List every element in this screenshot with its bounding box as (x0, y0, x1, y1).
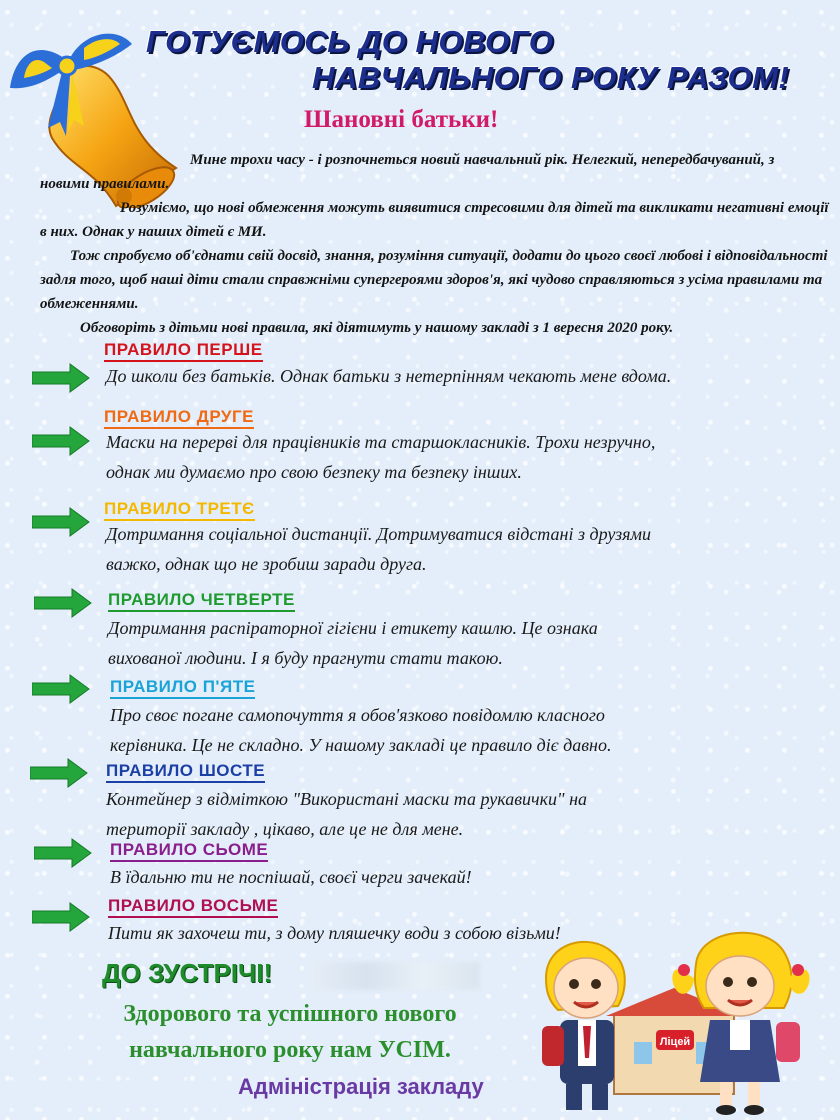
rule-title-5: ПРАВИЛО П'ЯТЕ (110, 677, 255, 699)
arrow-right-icon (30, 758, 88, 788)
rule-title-7: ПРАВИЛО СЬОМЕ (110, 840, 268, 862)
rule-title-1: ПРАВИЛО ПЕРШЕ (104, 340, 263, 362)
wish-text (50, 996, 530, 1068)
school-sign: Ліцей (659, 1036, 691, 1048)
intro-paragraph: Розуміємо, що нові обмеження можуть виявитися стресовими для дітей та викликати негативні емоції в них. Однак у наших дітей є МИ. (40, 200, 829, 240)
arrow-right-icon (34, 588, 92, 618)
rule-text-8-line-1: Пити як захочеш ти, з дому пляшечку води з собою візьми! (108, 923, 561, 943)
arrow-right-icon (32, 363, 90, 393)
rule-text-4-line-1: Дотримання распіраторної гігієни і етикету кашлю. Це ознака (108, 618, 598, 638)
rule-text-5-line-1: Про своє погане самопочуття я обов'язково повідомлю класного (110, 705, 605, 725)
rule-text-7-line-1: В їдальню ти не поспішай, своєї черги зачекай! (110, 867, 472, 887)
arrow-right-icon (32, 507, 90, 537)
rule-text-3-line-2: важко, однак що не зробиш заради друга. (106, 554, 427, 574)
rule-title-6: ПРАВИЛО ШОСТЕ (106, 761, 265, 783)
arrow-right-icon (32, 902, 90, 932)
rule-text-3-line-1: Дотримання соціальної дистанції. Дотримуватися відстані з друзями (106, 524, 651, 544)
rule-title-4: ПРАВИЛО ЧЕТВЕРТЕ (108, 590, 295, 612)
intro-paragraph: Обговоріть з дітьми нові правила, які діятимуть у нашому закладі з 1 вересня 2020 року. (80, 320, 674, 336)
rule-text-4-line-2: вихованої людини. І я буду прагнути стати такою. (108, 648, 503, 668)
rule-title-8: ПРАВИЛО ВОСЬМЕ (108, 896, 278, 918)
intro-paragraph: Мине трохи часу - і розпочнеться новий навчальний рік. Нелегкий, непередбачуваний, з новими правилами. (40, 152, 775, 192)
rule-text-5-line-2: керівника. Це не складно. У нашому закладі це правило діє давно. (110, 735, 612, 755)
arrow-right-icon (32, 426, 90, 456)
meet-heading: ДО ЗУСТРІЧІ! (102, 958, 273, 988)
arrow-right-icon (34, 838, 92, 868)
schoolchildren-illustration (534, 922, 834, 1116)
rule-text-2-line-1: Маски на перерві для працівників та старшокласників. Трохи незручно, (106, 432, 656, 452)
rule-text-6-line-2: території закладу , цікаво, але це не для мене. (106, 819, 464, 839)
administration-signature: Адміністрація закладу (238, 1074, 484, 1099)
intro-text (40, 148, 830, 340)
wish-line-1: Здорового та успішного нового (123, 1001, 457, 1027)
intro-paragraph: Тож спробуємо об'єднати свій досвід, знання, розуміння ситуації, додати до цього своєї любові і відповідальності задля того, щоб наші діти стали справжніми супергероями здоров'я, які чудово справляються з усіма правилами та обмеженнями. (40, 248, 828, 312)
greeting: Шановні батьки! (304, 106, 499, 133)
rule-title-2: ПРАВИЛО ДРУГЕ (104, 407, 254, 429)
rule-title-3: ПРАВИЛО ТРЕТЄ (104, 499, 255, 521)
wish-line-2: навчального року нам УСІМ. (129, 1037, 451, 1063)
rule-text-6-line-1: Контейнер з відміткою "Використані маски та рукавички" на (106, 789, 588, 809)
title-line-2: НАВЧАЛЬНОГО РОКУ РАЗОМ! (312, 60, 790, 95)
blurred-region (310, 962, 480, 990)
rule-text-2-line-2: однак ми думаємо про свою безпеку та безпеку інших. (106, 462, 522, 482)
arrow-right-icon (32, 674, 90, 704)
title-line-1: ГОТУЄМОСЬ ДО НОВОГО (146, 24, 554, 59)
rule-text-1-line-1: До школи без батьків. Однак батьки з нетерпінням чекають мене вдома. (106, 366, 672, 386)
